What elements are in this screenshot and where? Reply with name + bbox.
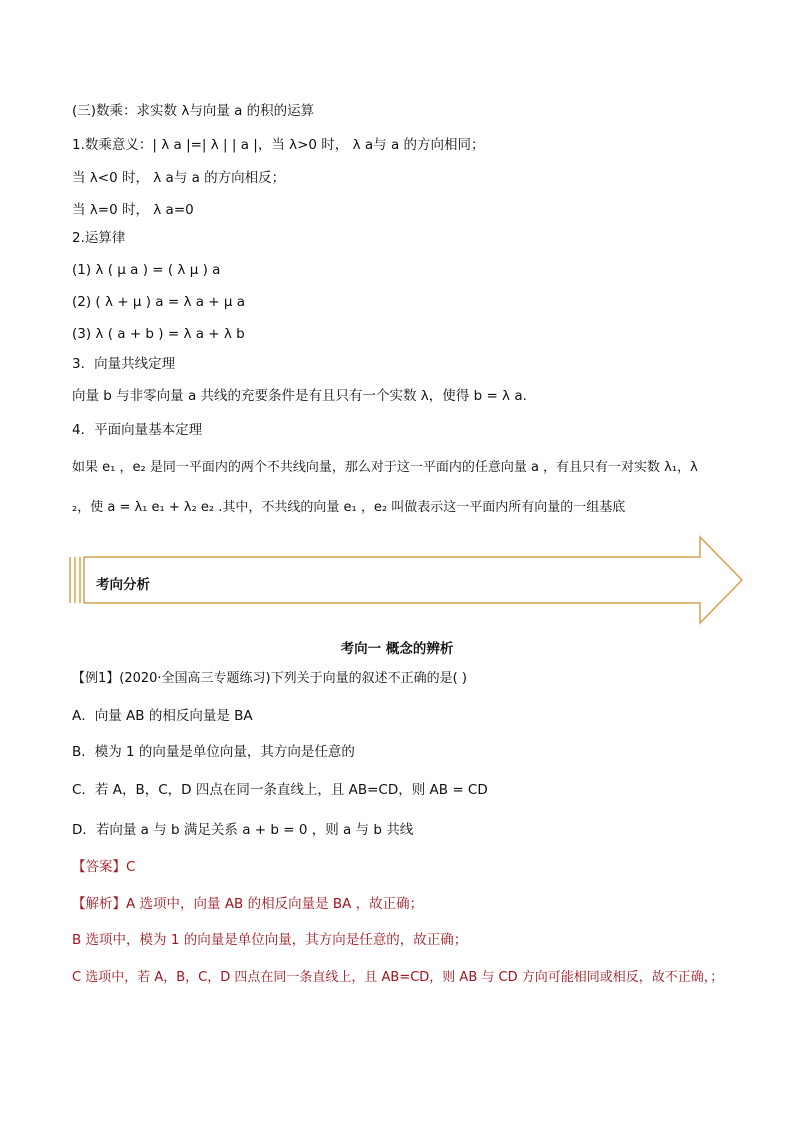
section-banner (68, 535, 748, 625)
basis-text-2: ₂，使 a = λ₁ e₁ + λ₂ e₂ .其中，不共线的向量 e₁ ，e₂ 叫做表示这一平面内所有向量的一组基底 (72, 500, 626, 515)
option-a: A．向量 AB 的相反向量是 BA (72, 708, 253, 724)
option-b: B．模为 1 的向量是单位向量，其方向是任意的 (72, 744, 355, 760)
analysis-line-2: B 选项中，模为 1 的向量是单位向量，其方向是任意的，故正确； (72, 932, 468, 948)
law-3: (3) λ ( a + b ) = λ a + λ b (72, 326, 245, 342)
example-question: 【例1】(2020·全国高三专题练习)下列关于向量的叙述不正确的是( ) (72, 671, 467, 686)
meaning-line-1: 1.数乘意义：| λ a |=| λ | | a |，当 λ>0 时， λ a与 a 的方向相同； (72, 137, 485, 153)
collinear-title: 3．向量共线定理 (72, 356, 176, 372)
law-1: (1) λ ( μ a ) = ( λ μ ) a (72, 262, 221, 278)
option-c: C．若 A，B，C，D 四点在同一条直线上，且 AB=CD，则 AB = CD (72, 782, 488, 798)
option-d: D．若向量 a 与 b 满足关系 a + b = 0 ，则 a 与 b 共线 (72, 822, 414, 838)
laws-title: 2.运算律 (72, 230, 126, 246)
analysis-line-1: 【解析】A 选项中，向量 AB 的相反向量是 BA ，故正确； (72, 896, 424, 912)
analysis-line-3: C 选项中，若 A，B，C，D 四点在同一条直线上，且 AB=CD，则 AB 与 CD 方向可能相同或相反，故不正确，； (72, 970, 724, 985)
answer: 【答案】C (72, 859, 136, 875)
topic-title: 考向一 概念的辨析 (340, 641, 454, 657)
law-2: (2) ( λ + μ ) a = λ a + μ a (72, 294, 246, 310)
collinear-text: 向量 b 与非零向量 a 共线的充要条件是有且只有一个实数 λ，使得 b = λ a. (72, 388, 527, 404)
meaning-line-2: 当 λ<0 时， λ a与 a 的方向相反； (72, 170, 286, 186)
meaning-line-3: 当 λ=0 时， λ a=0 (72, 202, 194, 218)
section-title: (三)数乘：求实数 λ与向量 a 的积的运算 (72, 103, 315, 119)
banner-label: 考向分析 (96, 577, 150, 593)
basis-text-1: 如果 e₁ ，e₂ 是同一平面内的两个不共线向量，那么对于这一平面内的任意向量 a ，有且只有一对实数 λ₁，λ (72, 460, 698, 475)
basis-title: 4．平面向量基本定理 (72, 422, 203, 438)
